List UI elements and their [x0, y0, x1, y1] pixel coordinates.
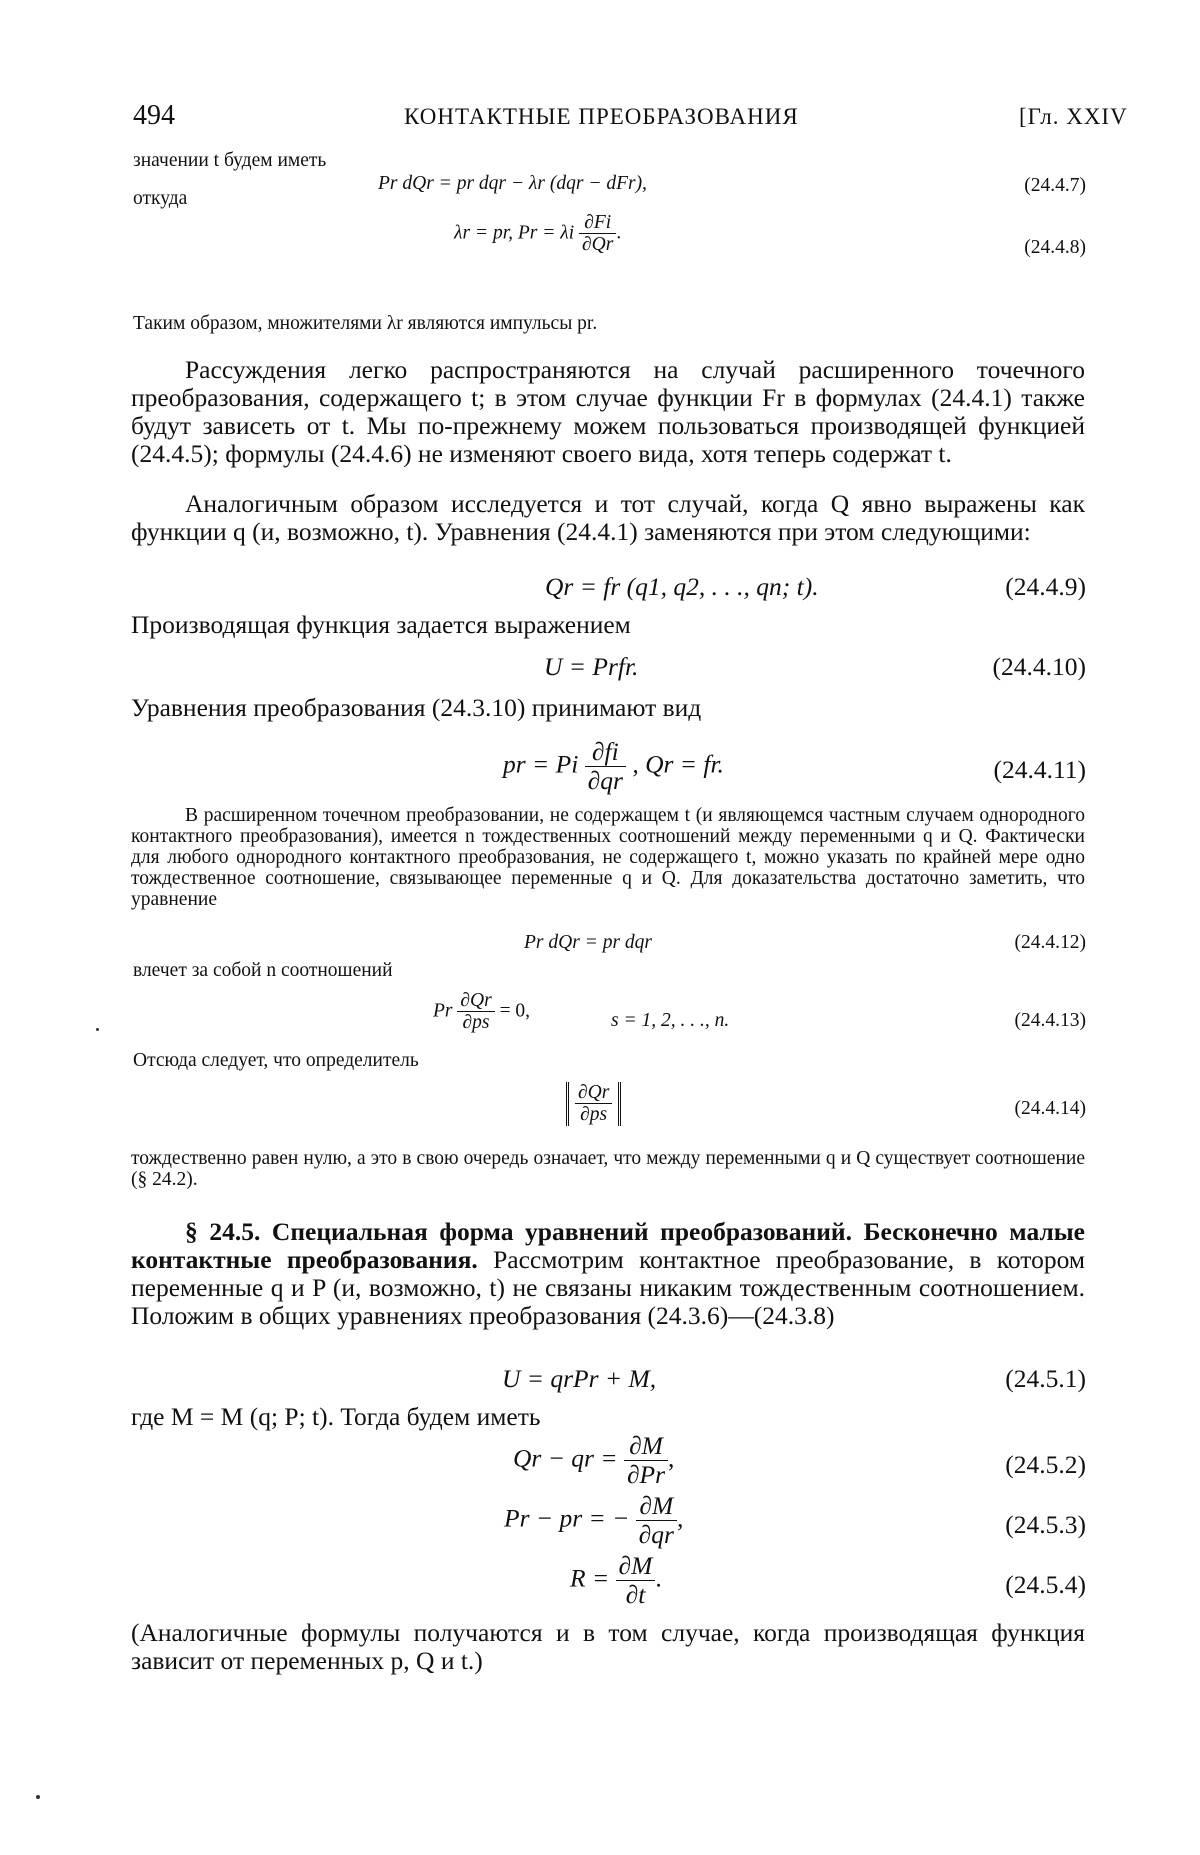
- scan-speck: [36, 1795, 40, 1799]
- fraction-numerator: ∂Qr: [457, 990, 494, 1012]
- section-heading: § 24.5. Специальная форма уравнений преобразований. Бесконечно малые контактные преобразования.: [131, 1217, 1085, 1274]
- fraction-denominator: ∂ps: [462, 1012, 490, 1034]
- fraction-denominator: ∂ps: [580, 1104, 608, 1126]
- equation-number: (24.4.10): [992, 652, 1086, 681]
- equation-number: (24.5.1): [1005, 1364, 1086, 1393]
- equation-part: Qr − qr =: [513, 1443, 618, 1473]
- equation-24-4-10: U = Prfr.: [544, 652, 639, 681]
- equation-range: s = 1, 2, . . ., n.: [611, 1010, 730, 1031]
- fraction: [575, 1082, 612, 1126]
- equation-number: (24.5.2): [1005, 1450, 1086, 1479]
- scan-speck: [96, 1028, 99, 1031]
- text-line: где M = M (q; P; t). Тогда будем иметь: [131, 1402, 541, 1431]
- equation-24-5-2: Qr − qr = $\frac{\partial M}{\partial Pr}$ ,: [513, 1431, 675, 1490]
- equation-24-4-7: Pr dQr = pr dqr − λr (dqr − dFr),: [378, 173, 647, 194]
- equation-part: Pr: [433, 1000, 453, 1022]
- fraction-denominator: ∂t: [625, 1580, 646, 1610]
- equation-number: (24.4.14): [1014, 1098, 1086, 1119]
- equation-24-4-8: λr = pr, Pr = λi $\frac{\partial Fi}{\partial Qr}$ .: [454, 212, 622, 256]
- equation-24-5-4: R = $\frac{\partial M}{\partial t}$ .: [570, 1551, 662, 1610]
- equation-number: (24.4.9): [1005, 572, 1086, 601]
- equation-24-4-9: Qr = fr (q1, q2, . . ., qn; t).: [545, 572, 819, 601]
- fraction-numerator: ∂M: [616, 1552, 656, 1581]
- equation-part: = 0,: [499, 1000, 531, 1022]
- fraction-denominator: ∂qr: [587, 766, 623, 796]
- equation-number: (24.5.3): [1005, 1510, 1086, 1539]
- paragraph: Рассуждения легко распространяются на случай расширенного точечного преобразования, содержащего t; в этом случае функции Fr в формулах (24.4.1) также будут зависеть от t. Мы по-прежнему можем пользоваться производящей функцией (24.4.5); формулы (24.4.6) не изменяют своего вида, хотя теперь содержат t.: [131, 355, 1085, 468]
- equation-number: (24.4.11): [993, 755, 1086, 784]
- text-line: Уравнения преобразования (24.3.10) принимают вид: [131, 693, 702, 722]
- equation-24-5-1: U = qrPr + M,: [502, 1364, 657, 1393]
- equation-number: (24.4.7): [1024, 175, 1086, 196]
- equation-number: (24.5.4): [1005, 1570, 1086, 1599]
- fraction-denominator: ∂qr: [638, 1520, 674, 1550]
- paragraph: (Аналогичные формулы получаются и в том случае, когда производящая функция зависит от переменных p, Q и t.): [131, 1618, 1085, 1675]
- equation-24-4-14: [566, 1082, 621, 1126]
- equation-part: λr = pr, Pr = λi: [454, 222, 575, 244]
- paragraph: В расширенном точечном преобразовании, не содержащем t (и являющемся частным случаем однородного контактного преобразования), имеется n тождественных соотношений между переменными q и Q. Фактически для любого однородного контактного преобразования, не содержащего t, можно указать по крайней мере одно тождественное соотношение, связывающее переменные q и Q. Для доказательства достаточно заметить, что уравнение: [131, 805, 1085, 910]
- paragraph: Аналогичным образом исследуется и тот случай, когда Q явно выражены как функции q (и, возможно, t). Уравнения (24.4.1) заменяются при этом следующими:: [131, 489, 1085, 546]
- chapter-label: [Гл. XXIV: [1019, 104, 1128, 129]
- paragraph: тождественно равен нулю, а это в свою очередь означает, что между переменными q и Q существует соотношение (§ 24.2).: [131, 1148, 1085, 1190]
- fraction: [585, 738, 626, 795]
- page-number: 494: [133, 100, 175, 131]
- equation-24-5-3: Pr − pr = − $\frac{\partial M}{\partial qr}$ ,: [504, 1491, 684, 1550]
- equation-part: , Qr = fr.: [632, 749, 724, 779]
- running-title: КОНТАКТНЫЕ ПРЕОБРАЗОВАНИЯ: [404, 104, 799, 129]
- determinant: [566, 1082, 621, 1126]
- fraction-numerator: ∂Fi: [579, 212, 616, 234]
- fraction-denominator: ∂Pr: [626, 1460, 666, 1490]
- text-line: Таким образом, множителями λr являются импульсы pr.: [133, 313, 598, 334]
- equation-number: (24.4.13): [1014, 1010, 1086, 1031]
- fraction-numerator: ∂fi: [585, 738, 626, 767]
- paragraph-text: Рассмотрим контактное преобразование, в котором переменные q и P (и, возможно, t) не связаны никаким тождественным соотношением. Положим в общих уравнениях преобразования (24.3.6)—(24.3.8): [131, 1245, 1085, 1330]
- equation-part: Pr − pr = −: [504, 1503, 630, 1533]
- equation-number: (24.4.8): [1024, 237, 1086, 258]
- fraction-numerator: ∂M: [636, 1492, 677, 1521]
- fraction: [457, 990, 494, 1034]
- equation-part: R =: [570, 1563, 610, 1593]
- equation-24-4-13: [433, 990, 530, 1034]
- text-line: откуда: [133, 188, 188, 209]
- equation-24-4-12: Pr dQr = pr dqr: [524, 932, 653, 953]
- fraction-numerator: ∂Qr: [575, 1082, 612, 1104]
- fraction-denominator: ∂Qr: [582, 234, 614, 256]
- text-line: Отсюда следует, что определитель: [133, 1050, 419, 1071]
- text-line: значении t будем иметь: [133, 150, 327, 171]
- equation-part: pr = Pi: [503, 749, 579, 779]
- text-line: влечет за собой n соотношений: [133, 960, 393, 981]
- fraction: [579, 212, 616, 256]
- fraction-numerator: ∂M: [624, 1432, 668, 1461]
- fraction: [616, 1552, 656, 1609]
- fraction: [636, 1492, 677, 1549]
- equation-24-4-11: [503, 738, 724, 795]
- text-line: Производящая функция задается выражением: [131, 610, 631, 639]
- fraction: [624, 1432, 668, 1489]
- equation-number: (24.4.12): [1014, 932, 1086, 953]
- section-paragraph: [131, 1218, 1085, 1330]
